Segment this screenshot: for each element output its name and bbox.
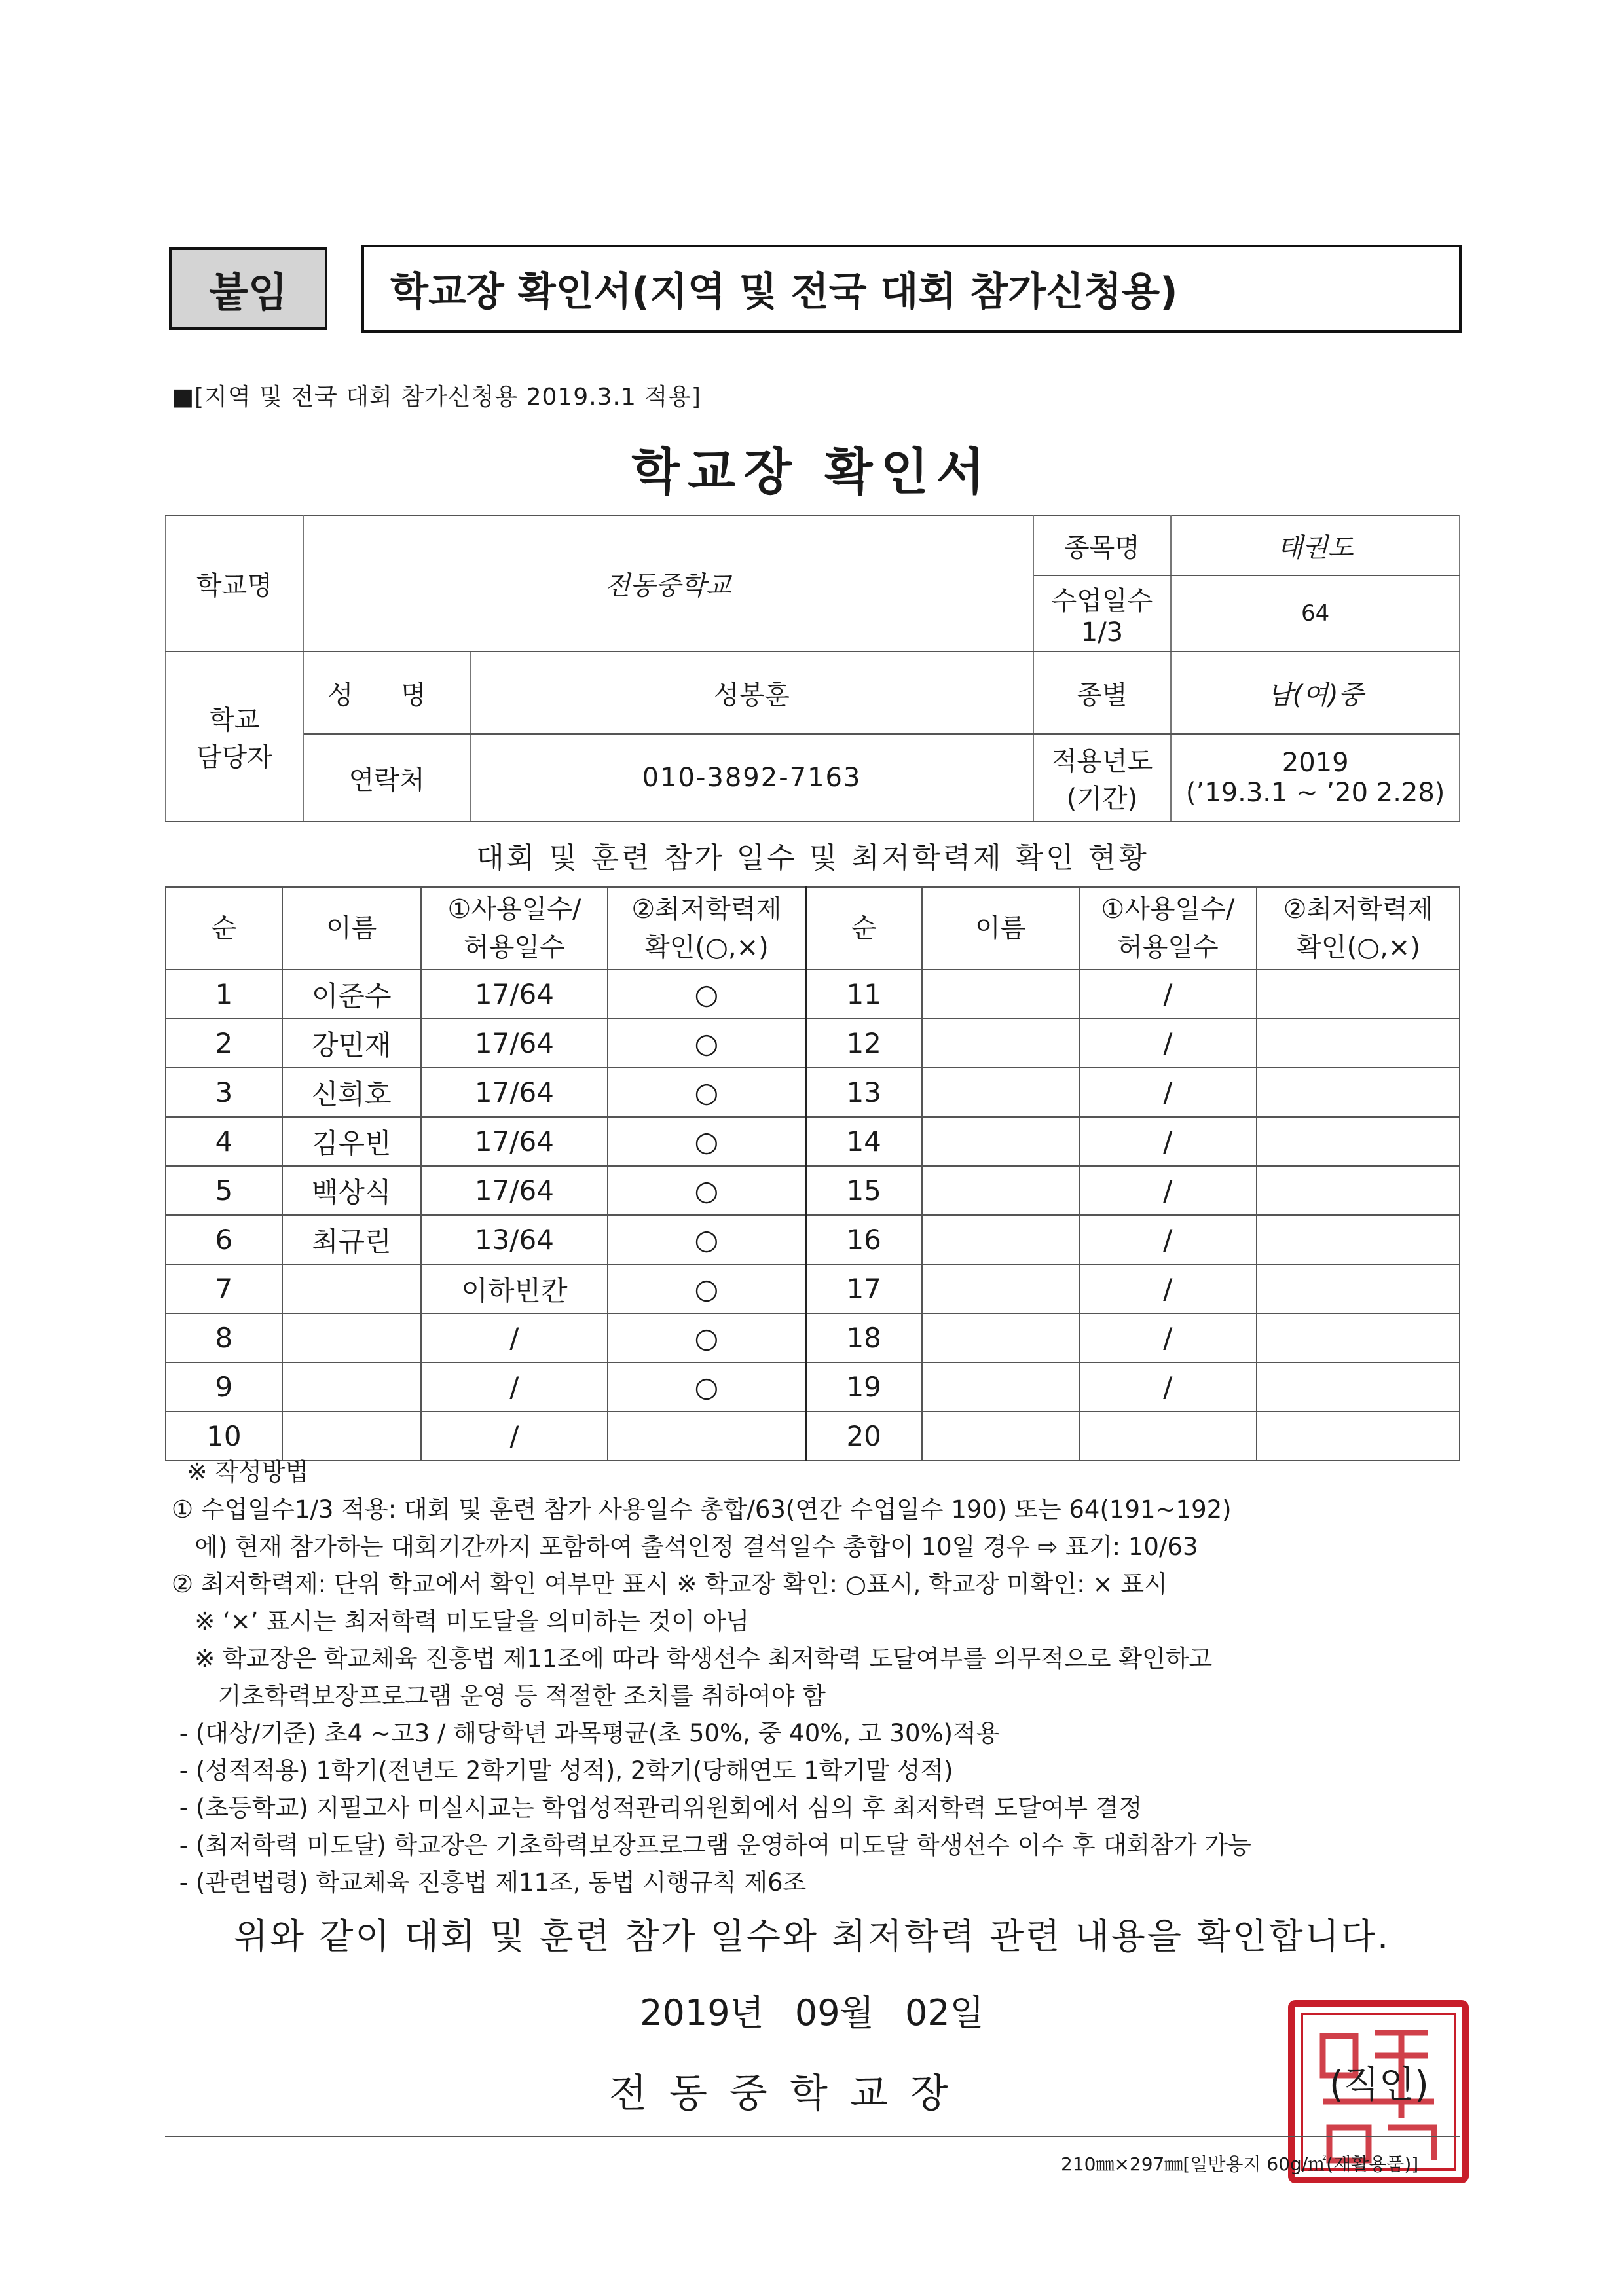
student-name: 강민재 [282,1019,421,1068]
days-used: / [1079,970,1257,1019]
writing-instructions [172,1453,1251,1901]
student-name [922,1068,1079,1117]
header-name: 이름 [922,887,1079,970]
academic-check: ○ [608,1362,805,1412]
row-number: 8 [166,1313,282,1362]
event-label: 종목명 [1033,515,1172,575]
row-number: 20 [805,1412,922,1461]
event-value: 태권도 [1171,515,1460,575]
instruction-line: ② 최저학력제: 단위 학교에서 확인 여부만 표시 ※ 학교장 확인: ○표시, 학교장 미확인: × 표시 [172,1570,1168,1598]
student-name [922,970,1079,1019]
row-number: 11 [805,970,922,1019]
section-title: 대회 및 훈련 참가 일수 및 최저학력제 확인 현황 [165,821,1460,888]
days-used: / [1079,1362,1257,1412]
table-row [166,1019,1460,1068]
days-used: 17/64 [421,1068,608,1117]
instruction-line: 에) 현재 참가하는 대회기간까지 포함하여 출석인정 결석일수 총합이 10일 경우 ⇨ 표기: 10/63 [172,1533,1198,1561]
footer-divider [165,2136,1460,2137]
student-name [922,1264,1079,1313]
academic-check [1257,1068,1460,1117]
student-name [922,1117,1079,1166]
days-used: 17/64 [421,1166,608,1215]
seal-label: (직인) [1329,2064,1429,2106]
subheading: ■[지역 및 전국 대회 참가신청용 2019.3.1 적용] [172,384,701,410]
year-value: 2019 (’19.3.1 ~ ’20 2.28) [1171,734,1460,822]
student-name [922,1019,1079,1068]
academic-check: ○ [608,1264,805,1313]
row-number: 14 [805,1117,922,1166]
row-number: 9 [166,1362,282,1412]
row-number: 5 [166,1166,282,1215]
instruction-line: ※ ‘×’ 표시는 최저학력 미도달을 의미하는 것이 아님 [172,1607,750,1635]
attachment-tag: 붙임 [169,247,327,330]
days-used: 17/64 [421,1019,608,1068]
academic-check: ○ [608,1215,805,1264]
table-row [166,1166,1460,1215]
table-row [166,1362,1460,1412]
student-name: 백상식 [282,1166,421,1215]
info-table [165,515,1460,822]
instruction-line: - (초등학교) 지필고사 미실시교는 학업성적관리위원회에서 심의 후 최저학력 도달여부 결정 [172,1794,1143,1822]
days-used: / [421,1412,608,1461]
header-no: 순 [805,887,922,970]
instruction-line: - (관련법령) 학교체육 진흥법 제11조, 동법 시행규칙 제6조 [172,1868,807,1897]
instruction-line: ※ 학교장은 학교체육 진흥법 제11조에 따라 학생선수 최저학력 도달여부를 의무적으로 확인하고 [172,1645,1213,1673]
academic-check: ○ [608,1117,805,1166]
student-name: 이준수 [282,970,421,1019]
participation-table [165,886,1460,1461]
year-label: 적용년도 (기간) [1033,734,1172,822]
type-label: 종별 [1033,651,1172,734]
row-number: 6 [166,1215,282,1264]
table-row [166,1117,1460,1166]
contact-value: 010-3892-7163 [471,734,1033,822]
row-number: 10 [166,1412,282,1461]
academic-check [1257,1412,1460,1461]
academic-check [1257,1215,1460,1264]
name-label: 성 명 [303,651,471,734]
days-used: 이하빈칸 [421,1264,608,1313]
confirmation-statement: 위와 같이 대회 및 훈련 참가 일수와 최저학력 관련 내용을 확인합니다. [233,1916,1391,1957]
academic-check [1257,1264,1460,1313]
instruction-line: ※ 작성방법 [172,1458,309,1486]
table-row [166,1215,1460,1264]
principal-signature-line: 전동중학교장 [609,2071,970,2117]
table-row [166,1313,1460,1362]
row-number: 15 [805,1166,922,1215]
student-name: 신희호 [282,1068,421,1117]
header-check: ②최저학력제 확인(○,×) [608,887,805,970]
header-days: ①사용일수/ 허용일수 [1079,887,1257,970]
academic-check [1257,970,1460,1019]
student-name: 최규린 [282,1215,421,1264]
student-name [282,1264,421,1313]
issue-date: 2019년 09월 02일 [640,1992,984,2033]
days-used: / [1079,1019,1257,1068]
academic-check: ○ [608,1166,805,1215]
table-row [166,1264,1460,1313]
school-value: 전동중학교 [303,515,1033,651]
row-number: 13 [805,1068,922,1117]
row-number: 2 [166,1019,282,1068]
instruction-line: - (대상/기준) 초4 ~고3 / 해당학년 과목평균(초 50%, 중 40%, 고 30%)적용 [172,1719,1000,1747]
student-name [922,1313,1079,1362]
days-used: / [1079,1117,1257,1166]
document-title: 학교장 확인서 [631,443,993,501]
staff-label: 학교 담당자 [166,651,303,822]
days-label: 수업일수 1/3 [1033,575,1172,651]
name-value: 성봉훈 [471,651,1033,734]
days-used: / [1079,1264,1257,1313]
paper-spec: 210㎜×297㎜[일반용지 60g/㎡(재활용품)] [1061,2153,1419,2175]
row-number: 17 [805,1264,922,1313]
row-number: 4 [166,1117,282,1166]
row-number: 18 [805,1313,922,1362]
student-name [282,1362,421,1412]
instruction-line: ① 수업일수1/3 적용: 대회 및 훈련 참가 사용일수 총합/63(연간 수업일수 190) 또는 64(191~192) [172,1495,1232,1523]
row-number: 19 [805,1362,922,1412]
school-label: 학교명 [166,515,303,651]
contact-label: 연락처 [303,734,471,822]
row-number: 7 [166,1264,282,1313]
table-row [166,970,1460,1019]
table-row [166,1068,1460,1117]
header-no: 순 [166,887,282,970]
academic-check: ○ [608,1313,805,1362]
header-days: ①사용일수/ 허용일수 [421,887,608,970]
days-used: / [421,1362,608,1412]
instruction-line: 기초학력보장프로그램 운영 등 적절한 조치를 취하여야 함 [172,1682,826,1710]
academic-check [1257,1166,1460,1215]
student-name: 김우빈 [282,1117,421,1166]
academic-check: ○ [608,1068,805,1117]
days-used: / [1079,1166,1257,1215]
instruction-line: - (최저학력 미도달) 학교장은 기초학력보장프로그램 운영하여 미도달 학생선수 이수 후 대회참가 가능 [172,1831,1251,1859]
academic-check [1257,1019,1460,1068]
academic-check: ○ [608,970,805,1019]
header-check: ②최저학력제 확인(○,×) [1257,887,1460,970]
days-value: 64 [1171,575,1460,651]
row-number: 12 [805,1019,922,1068]
type-value: 남(여)중 [1171,651,1460,734]
days-used: 13/64 [421,1215,608,1264]
row-number: 3 [166,1068,282,1117]
student-name [282,1313,421,1362]
days-used: / [421,1313,608,1362]
student-name [922,1166,1079,1215]
academic-check [1257,1117,1460,1166]
row-number: 16 [805,1215,922,1264]
academic-check: ○ [608,1019,805,1068]
header-name: 이름 [282,887,421,970]
instruction-line: - (성적적용) 1학기(전년도 2학기말 성적), 2학기(당해연도 1학기말 성적) [172,1757,953,1785]
academic-check [1257,1313,1460,1362]
student-name [922,1215,1079,1264]
days-used: 17/64 [421,1117,608,1166]
days-used: / [1079,1313,1257,1362]
header-title: 학교장 확인서(지역 및 전국 대회 참가신청용) [361,245,1462,333]
days-used: / [1079,1068,1257,1117]
days-used: 17/64 [421,970,608,1019]
row-number: 1 [166,970,282,1019]
academic-check [1257,1362,1460,1412]
student-name [922,1362,1079,1412]
days-used: / [1079,1215,1257,1264]
